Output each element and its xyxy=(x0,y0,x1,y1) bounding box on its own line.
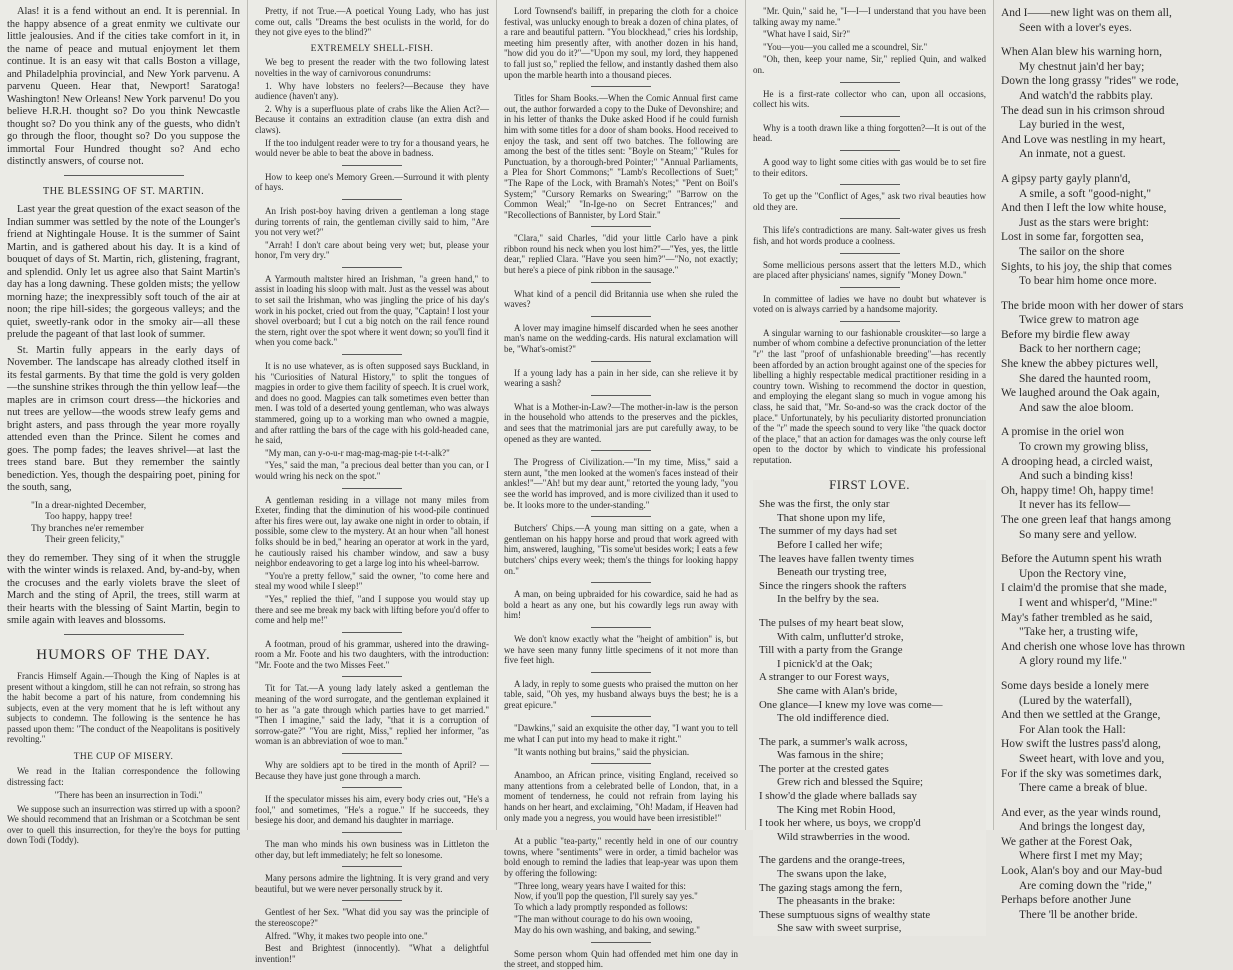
joke-paragraph: 1. Why have lobsters no feelers?—Because they have audience (haven't any). xyxy=(255,80,489,102)
poem-line: And cherish one whose love has thrown xyxy=(1001,640,1185,653)
poem-line: There came a break of blue. xyxy=(1019,782,1148,795)
joke-paragraph: Lord Townsend's bailiff, in preparing the cloth for a choice festival, was unlucky enough to break a dozen of china plates, of a rare and beautiful pattern. "You blockhead," cries his lordship, meeting him presently after, with another dozen in his hand, "how did you do it?"—"Upon my soul, my lord, they happened to fall just so," replied the fellow, and instantly dashed them also upon the marble hearth into a thousand pieces. xyxy=(504,6,738,80)
poem-line: She knew the abbey pictures well, xyxy=(1001,358,1159,371)
verse-line: Their green felicity," xyxy=(45,535,124,545)
poem-line: Before my birdie flew away xyxy=(1001,328,1131,341)
divider xyxy=(342,832,402,833)
heading-blessing-of-st-martin: THE BLESSING OF ST. MARTIN. xyxy=(42,185,205,197)
joke-paragraph: Many persons admire the lightning. It is very grand and very beautiful, but we were never personally struck by it. xyxy=(255,873,489,894)
poem-line: And ever, as the year winds round, xyxy=(1001,806,1161,819)
poem-line: A promise in the oriel won xyxy=(1001,426,1124,439)
poem-line: A gipsy party gayly plann'd, xyxy=(1001,172,1131,185)
verse-line: "The man without courage to do his own wooing, xyxy=(514,914,693,925)
divider xyxy=(342,632,402,633)
misery-paragraph-1: We read in the Italian correspondence the following distressing fact: xyxy=(7,766,240,787)
poem-line: When Alan blew his warning horn, xyxy=(1001,46,1162,59)
verse-line: "Three long, weary years have I waited for this: xyxy=(514,880,686,891)
joke-paragraph: If the speculator misses his aim, every body cries out, "He's a fool," and sometimes, "He's a rogue." If he succeeds, they besiege his door, and demand his daughter in marriage. xyxy=(255,794,489,826)
poem-line: Where first I met my May; xyxy=(1019,850,1143,863)
column-2 xyxy=(248,0,497,964)
poem-line: That shone upon my life, xyxy=(777,511,886,524)
joke-paragraph: "Oh, then, keep your name, Sir," replied Quin, and walked on. xyxy=(753,54,986,75)
poem-line: Oh, happy time! Oh, happy time! xyxy=(1001,484,1154,497)
poem-line: Perhaps before another June xyxy=(1001,894,1131,907)
joke-paragraph: "Arrah! I don't care about being very wet; but, please your honor, I'm very dry." xyxy=(255,239,489,261)
joke-paragraph: Anamboo, an African prince, visiting England, received so many attentions from a celebrated belle of London, that, in a moment of tenderness, he could not refrain from laying his hands on her heart, and exclaiming, "Oh! Madam, if Heaven had only made you a negress, you would have been irresistible!" xyxy=(504,770,738,823)
divider xyxy=(840,218,900,219)
divider xyxy=(591,829,651,830)
divider xyxy=(591,450,651,451)
joke-paragraph: In committee of ladies we have no doubt but whatever is voted on is always carried by a handsome majority. xyxy=(753,293,986,315)
martin-verse xyxy=(31,501,240,547)
poem-line: In the belfry by the sea. xyxy=(777,593,879,606)
poem-stanza xyxy=(1001,552,1226,669)
humors-paragraph-1: Francis Himself Again.—Though the King of Naples is at present without a kingdom, still he can not refrain, so strong has the habit become a part of his nature, from condemning his subjects, even at the very moment that he is left without any subjects to condemn. The following is the sentence he has passed upon them: "The conduct of the Neapolitans is positively revolting." xyxy=(7,671,240,744)
joke-paragraph: To get up the "Conflict of Ages," ask two rival beauties how old they are. xyxy=(753,191,986,212)
poem-line: And Love was nestling in my heart, xyxy=(1001,133,1166,146)
poem-stanza xyxy=(1001,172,1226,289)
column-1 xyxy=(0,0,248,845)
poem-stanza xyxy=(759,498,980,607)
poem-line: The leaves have fallen twenty times xyxy=(759,552,914,565)
poem-line: Are coming down the "ride," xyxy=(1019,879,1152,892)
joke-paragraph: "You—you—you called me a scoundrel, Sir." xyxy=(763,41,928,52)
divider xyxy=(591,942,651,943)
poem-line: A glory round my life." xyxy=(1019,655,1127,668)
poem-line: Some days beside a lonely mere xyxy=(1001,679,1149,692)
poem-line: And saw the aloe bloom. xyxy=(1019,401,1134,414)
joke-paragraph: A lover may imagine himself discarded when he sees another man's name on the wedding-cards. His natural exclamation will be, "What's-omist?" xyxy=(504,322,738,355)
poem-line: "Take her, a trusting wife, xyxy=(1019,626,1139,639)
joke-paragraph: Gentlest of her Sex. "What did you say was the principle of the stereoscope?" xyxy=(255,907,489,928)
heading-cup-of-misery: THE CUP OF MISERY. xyxy=(73,751,174,762)
divider xyxy=(342,199,402,200)
poem-line: Was famous in the shire; xyxy=(777,749,884,762)
joke-paragraph: If a young lady has a pain in her side, can she relieve it by wearing a sash? xyxy=(504,367,738,389)
divider xyxy=(591,395,651,396)
joke-paragraph: Butchers' Chips.—A young man sitting on a gate, when a gentleman on his happy horse and proud that work agreed with him, answered, laughing, "Tis some'ut besides work; I eats a few butchers' chips every week; them's the things for looking happy on." xyxy=(504,523,738,576)
divider xyxy=(840,150,900,151)
joke-paragraph: A gentleman residing in a village not many miles from Exeter, finding that the diminution of his wood-pile continued after his fires were out, lay awake one night in order to obtain, if possible, some clew to the mystery. At an hour when "all honest folks should be in bed," hearing an operator at work in the yard, he cautiously raised his chamber window, and saw a busy neighbor endeavoring to get a large log into his wheel-barrow. xyxy=(255,494,489,569)
joke-paragraph: A footman, proud of his grammar, ushered into the drawing-room a Mr. Foote and his two daughters, with the introduction: "Mr. Foote and the two Misses Feet." xyxy=(255,638,489,670)
poem-stanza xyxy=(1001,425,1226,542)
poem-line: The gazing stags among the fern, xyxy=(759,881,903,894)
heading-humors-of-the-day: HUMORS OF THE DAY. xyxy=(36,646,211,663)
joke-paragraph: How to keep one's Memory Green.—Surround it with plenty of hays. xyxy=(255,171,489,193)
divider xyxy=(342,787,402,788)
poem-line: My chestnut jain'd her bay; xyxy=(1019,60,1145,73)
martin-paragraph-3: they do remember. They sing of it when the struggle with the winter winds is relaxed. And, by-and-by, when the crocuses and the early violets brave the sleet of March and the sting of April, the trees, still warm at their hearts with the blessing of Saint Martin, begin to smile again with leaves and blossoms. xyxy=(7,552,240,626)
poem-line: Seen with a lover's eyes. xyxy=(1019,21,1132,34)
joke-paragraph: "My man, can y-o-u-r mag-mag-mag-pie t-t-t-alk?" xyxy=(265,447,450,458)
joke-paragraph: "Dawkins," said an exquisite the other day, "I want you to tell me what I can put into my head to make it right." xyxy=(504,723,738,745)
verse-line: May do his own washing, and baking, and sewing." xyxy=(514,924,700,935)
joke-paragraph: Tit for Tat.—A young lady lately asked a gentleman the meaning of the word surrogate, and the gentleman explained it to her as "a gate through which parties have to get married." "Then I imagine," said the lady, "that it is a corruption of sorrow-gate?" "You are right, Miss," replied her informer, "as woman is an abbreviation of woe to man." xyxy=(255,683,489,747)
poem-line: The bride moon with her dower of stars xyxy=(1001,299,1184,312)
first-love-poem xyxy=(753,476,986,936)
joke-paragraph: "You're a pretty fellow," said the owner, "to come here and steal my wood while I sleep!" xyxy=(255,570,489,592)
poem-line: Lay buried in the west, xyxy=(1019,119,1125,132)
poem-stanza xyxy=(759,617,980,726)
poem-line: To bear him home once more. xyxy=(1019,275,1157,288)
poem-stanza xyxy=(1001,6,1226,35)
divider xyxy=(591,516,651,517)
poem-line: The one green leaf that hangs among xyxy=(1001,514,1171,526)
poem-line: The porter at the crested gates xyxy=(759,762,889,775)
poem-line: The sailor on the shore xyxy=(1019,245,1125,258)
poem-line: A smile, a soft "good-night," xyxy=(1019,187,1152,200)
poem-line: The park, a summer's walk across, xyxy=(759,735,908,748)
joke-paragraph: He is a first-rate collector who can, upon all occasions, collect his wits. xyxy=(753,88,986,110)
divider xyxy=(342,354,402,355)
divider xyxy=(342,753,402,754)
joke-paragraph: A singular warning to our fashionable crouskiter—so large a number of whom combine a defective pronunciation of the letter "r" the last "proof of unfashionable breeding"—has recently been afforded by an action brought against one of the species for libelling a highly respectable medical practitioner residing in a country town. Wishing to recommend the doctor in question, and employing the elegant slang so much in vogue among his class, he said that, "Mr. So-and-so was the crack doctor of the place." Unfortunately, by his peculiarity distorted pronunciation of the "r" made the speech sound to very like "the quack doctor of the place," that an action for damages was the only course left open to the doctor by which to vindicate his professional reputation. xyxy=(753,327,987,465)
joke-paragraph: "Clara," said Charles, "did your little Carlo have a pink ribbon round his neck when you lost him?"—"Yes, yes, the little dear," replied Clara. "Have you seen him?"—"No, not exactly; but here's a piece of pink ribbon in the sausage." xyxy=(504,233,738,276)
poem-line: Look, Alan's boy and our May-bud xyxy=(1001,865,1163,878)
poem-stanza xyxy=(759,736,980,845)
poem-line: She saw with sweet surprise, xyxy=(777,922,902,935)
poem-line: Since the ringers shook the rafters xyxy=(759,579,907,592)
poem-line: For if the sky was sometimes dark, xyxy=(1001,767,1162,780)
poem-line: To crown my growing bliss, xyxy=(1019,441,1149,454)
verse-line: Thy branches ne'er remember xyxy=(31,523,144,534)
poem-line: We laughed around the Oak again, xyxy=(1001,387,1160,400)
joke-paragraph: What is a Mother-in-Law?—The mother-in-law is the person in the household who attends to the preserves and the pickles, and sees that the matrimonial jars are put carefully away, to be opened as they are wanted. xyxy=(504,401,738,444)
poem-line: So many sere and yellow. xyxy=(1019,528,1137,541)
divider xyxy=(591,86,651,87)
column-4 xyxy=(746,0,994,935)
joke-paragraph: This life's contradictions are many. Salt-water gives us fresh fish, and hot words produce a coolness. xyxy=(753,225,986,246)
poem-stanza xyxy=(1001,679,1226,796)
poem-line: Before the Autumn spent his wrath xyxy=(1001,553,1162,566)
divider xyxy=(840,321,900,322)
poem-line: She was the first, the only star xyxy=(759,498,890,511)
poem-line: Sweet heart, with love and you, xyxy=(1019,752,1165,765)
poem-line: And watch'd the rabbits play. xyxy=(1019,89,1153,102)
joke-paragraph: Some mellicious persons assert that the letters M.D., which are placed after physicians' names, signify "Money Down." xyxy=(753,259,986,281)
poem-line: Just as the stars were bright: xyxy=(1019,216,1149,229)
joke-paragraph: A Yarmouth maltster hired an Irishman, "a green hand," to assist in loading his sloop with malt. Just as the vessel was about to set sail the Irishman, who was jingling the price of his day's work in his pocket, cried out from the quay, "Captain! I lost your shovel overboard; but I cut a big notch on the rail fence round the stern, right over the spot where it went down; so you'll find it when you come back." xyxy=(255,273,489,348)
heading-first-love: FIRST LOVE. xyxy=(829,476,910,492)
divider xyxy=(64,175,184,176)
poem-line: There 'll be another bride. xyxy=(1019,908,1138,921)
poem-line: An inmate, not a guest. xyxy=(1019,148,1126,161)
divider xyxy=(591,582,651,583)
poem-line: I went and whisper'd, "Mine:" xyxy=(1019,596,1158,609)
joke-paragraph: Best and Brightest (innocently). "What a delightful invention!" xyxy=(255,943,489,964)
poem-line: I picnick'd at the Oak; xyxy=(777,657,873,670)
divider xyxy=(342,866,402,867)
divider xyxy=(840,253,900,254)
poem-line: And then we settled at the Grange, xyxy=(1001,709,1161,722)
joke-paragraph: Titles for Sham Books.—When the Comic Annual first came out, the author forwarded a copy to the Duke of Devonshire; and in his letter of thanks the Duke asked Hood if he could furnish him with some titles for a door of sham books. Hood received to enjoy the task, and sent off two batches. The following are among the best of the titles sent: "Boyle on Steam;" "Rules for Punctuation, by a thorough-bred Pointer;" "Annual Parliaments, a Plea for Short Commons;" "Lamb's Recollections of Suet;" "The Rape of the Lock, with Bramah's Notes;" "Pent on Boil's System;" "Cursory Remarks on Swearing;" "Barrow on the Common Weal;" "In-Ige-no on Secret Entrances;" and "Recollections of Bannister, by Lord Stair." xyxy=(504,93,738,220)
poem-line: I claim'd the promise that she made, xyxy=(1001,582,1167,595)
joke-paragraph: 2. Why is a superfluous plate of crabs like the Alien Act?—Because it contains an extradition clause (an extra dish and claws). xyxy=(255,103,489,135)
poem-line: The King met Robin Hood, xyxy=(777,803,896,816)
tea-party-reply-verse xyxy=(514,914,738,935)
poem-line: Grew rich and blessed the Squire; xyxy=(777,776,924,789)
intro-paragraph: Alas! it is a fend without an end. It is perennial. In the happy absence of a great enmity we cultivate our little jealousies. And if the cities take comfort in it, in the name of peace and mutual enjoyment let them continue. It is an easy wit that calls Boston a village, and Philadelphia provincial, and New York parvenu. A parvenu Queen. Hear that, Newport! Saratoga! Washington! New Orleans! New York parvenu! Do you believe H.R.H. thought so? Do you think Newcastle thought so? Do you think any of the guests, who didn't go through the floor, thought so? Do you suppose the immortal Four Hundred thought so? And echo distinctly answers, of course not. xyxy=(7,6,240,167)
poem-line: The old indifference died. xyxy=(777,712,889,725)
poem-line: And brings the longest day, xyxy=(1019,821,1146,834)
divider xyxy=(840,82,900,83)
poem-line: The gardens and the orange-trees, xyxy=(759,854,905,867)
poem-line: May's father trembled as he said, xyxy=(1001,611,1153,624)
poem-line: And then I left the low white house, xyxy=(1001,202,1167,215)
martin-paragraph-1: Last year the great question of the exact season of the Indian summer was settled by the note of the Lounger's friend at Nightingale House. It is the summer of Saint Martin, and is gathered about his day. It is a kind of bouquet of days of St. Martin, rich, glistening, fragrant, and splendid. Only let us agree also that Saint Martin's day has a long dawning. These golden mists; the yellow morning haze; the inexpressibly soft touch of the air at noon; the ripe hill-sides; the gorgeous valleys; and the quiet, sweetly-rank odor in the smoky air—all these prelude the pageant of that last look of summer. xyxy=(7,204,240,340)
joke-paragraph: To which a lady promptly responded as follows: xyxy=(514,901,688,912)
poem-line: A stranger to our Forest ways, xyxy=(759,671,890,684)
joke-paragraph: "Yes," replied the thief, "and I suppose you would stay up there and see me break my back with lifting before you'd offer to come and help me!" xyxy=(255,593,489,626)
divider xyxy=(591,627,651,628)
verse-line: Too happy, happy tree! xyxy=(45,512,133,522)
joke-paragraph: "It wants nothing but brains," said the physician. xyxy=(514,746,690,757)
joke-paragraph: It is no use whatever, as is often supposed says Buckland, in his "Curiosities of Natural History," to split the tongues of magpies in order to give them facility of speech. It is cruel work, and does no good. Magpies can talk sometimes even better than men. I was told of a deserted young gentleman, who was always stammered, going up to a working man who owned a magpie, and after rattling the bars of the cage with his gold-headed cane, he said, xyxy=(255,361,489,446)
joke-paragraph: A good way to light some cities with gas would be to set fire to their editors. xyxy=(753,156,986,178)
column-3 xyxy=(497,0,746,970)
poem-stanza xyxy=(1001,45,1226,162)
divider xyxy=(342,165,402,166)
divider xyxy=(591,716,651,717)
verse-line: Now, if you'll pop the question, I'll surely say yes." xyxy=(514,891,698,902)
poem-line: These sumptuous signs of wealthy state xyxy=(759,908,931,921)
poem-line: I took her where, us boys, we cropp'd xyxy=(759,817,921,830)
poem-line: Before I called her wife; xyxy=(777,538,883,551)
divider xyxy=(591,763,651,764)
poem-line: Beneath our trysting tree, xyxy=(777,566,887,579)
joke-paragraph: A man, on being upbraided for his cowardice, said he had as bold a heart as any one, but his cowardly legs run away with him! xyxy=(504,589,738,621)
divider xyxy=(342,267,402,268)
poem-line: (Lured by the waterfall), xyxy=(1019,694,1133,707)
joke-paragraph: Some person whom Quin had offended met him one day in the street, and stopped him. xyxy=(504,948,738,970)
poem-line: Upon the Rectory vine, xyxy=(1019,567,1127,580)
poem-line: And such a binding kiss! xyxy=(1019,470,1134,483)
divider xyxy=(64,634,184,635)
joke-paragraph: The man who minds his own business was in Littleton the other day, but left immediately; he felt so lonesome. xyxy=(255,839,489,860)
martin-paragraph-2: St. Martin fully appears in the early days of November. The landscape has already clothed itself in its festal garments. By that time the gold is very golden—the sunshine strikes through the thin yellow leaf—the maples are in crimson court dress—the hickories and nut trees are yellow—the woods strew leafy gems and bright asters, and pass through the year more royally attended even than the Prince. Silent he comes and goes. The pomp fades; the leaves shrivel—at last the trees stand bare. But they remember the saintly benediction. Yes, though the despairing poet, pining for the south, sang, xyxy=(7,344,240,493)
poem-line: Twice grew to matron age xyxy=(1019,314,1139,327)
poem-line: We gather at the Forest Oak, xyxy=(1001,835,1133,848)
joke-paragraph: "What have I said, Sir?" xyxy=(763,29,851,40)
divider xyxy=(342,900,402,901)
poem-line: How swift the lustres pass'd along, xyxy=(1001,738,1161,751)
joke-paragraph: What kind of a pencil did Britannia use when she ruled the waves? xyxy=(504,288,738,310)
poem-line: Till with a party from the Grange xyxy=(759,644,903,657)
heading-extremely-shell-fish: EXTREMELY SHELL-FISH. xyxy=(310,43,434,54)
poem-line: She dared the haunted room, xyxy=(1019,372,1151,385)
joke-paragraph: "Mr. Quin," said he, "I—I—I understand that you have been talking away my name." xyxy=(753,6,986,27)
divider xyxy=(840,116,900,117)
misery-paragraph-2: We suppose such an insurrection was stirred up with a spoon? We should recommend that an Irishman or a Scotchman be sent over to quell this insurrection, for they're the boys for putting down Todi (Toddy). xyxy=(7,803,240,845)
poem-line: Down the long grassy "rides" we rode, xyxy=(1001,75,1179,88)
poem-line: For Alan took the Hall: xyxy=(1019,723,1126,736)
poem-line: One glance—I knew my love was come— xyxy=(759,698,943,711)
poem-line: A drooping head, a circled waist, xyxy=(1001,455,1153,468)
poem-line: Lost in some far, forgotten sea, xyxy=(1001,231,1144,244)
joke-paragraph: A lady, in reply to some guests who praised the mutton on her table, said, "Oh yes, my husband always buys the best; he is a great epicure." xyxy=(504,678,738,710)
divider xyxy=(591,316,651,317)
poem-line: With calm, unflutter'd stroke, xyxy=(777,630,904,643)
joke-paragraph: At a public "tea-party," recently held in one of our country towns, where "sentiments" were in order, a timid bachelor was bold enough to remind the ladies that leap-year was upon them by offering the following: xyxy=(504,836,738,878)
verse-line: "In a drear-nighted December, xyxy=(31,500,147,511)
poem-line: She came with Alan's bride, xyxy=(777,684,898,697)
divider xyxy=(342,676,402,677)
joke-paragraph: "Yes," said the man, "a precious deal better than you can, or I would wring his neck on the spot." xyxy=(255,460,489,481)
joke-paragraph: Pretty, if not True.—A poetical Young Lady, who has just come out, calls "Dreams the best oculists in the world, for do they not give eyes to the blind?" xyxy=(255,6,489,38)
poem-line: Wild strawberries in the wood. xyxy=(777,830,910,843)
poem-line: The pheasants in the brake: xyxy=(777,895,896,908)
poem-line: The swans upon the lake, xyxy=(777,868,887,881)
joke-paragraph: The Progress of Civilization.—"In my time, Miss," said a stern aunt, "the men looked at the women's faces instead of their ankles!"—"Ah! but my dear aunt," retorted the young lady, "you see the world has improved, and is more civilized than it used to be. It looks more to the under-standing." xyxy=(504,457,738,510)
divider xyxy=(591,361,651,362)
poem-line: And I——new light was on them all, xyxy=(1001,7,1172,19)
column-5 xyxy=(994,0,1233,921)
poem-stanza xyxy=(759,854,980,936)
poem-line: The summer of my days had set xyxy=(759,525,897,538)
divider xyxy=(591,282,651,283)
misery-quote: "There has been an insurrection in Todi." xyxy=(54,790,203,800)
poem-line: The dead sun in his crimson shroud xyxy=(1001,104,1165,117)
poem-line: Sights, to his joy, the ship that comes xyxy=(1001,260,1172,273)
divider xyxy=(591,672,651,673)
joke-paragraph: We don't know exactly what the "height of ambition" is, but we have seen many funny little specimens of it not more than five feet high. xyxy=(504,633,738,666)
joke-paragraph: If the too indulgent reader were to try for a thousand years, he would never be able to beat the above in badness. xyxy=(255,137,489,159)
poem-line: Back to her northern cage; xyxy=(1019,343,1141,356)
joke-paragraph: An Irish post-boy having driven a gentleman a long stage during torrents of rain, the gentleman civilly said to him, "Are you not very wet?" xyxy=(255,205,489,238)
divider xyxy=(840,287,900,288)
poem-line: I show'd the glade where ballads say xyxy=(759,790,917,803)
poem-line: It never has its fellow— xyxy=(1019,499,1131,512)
joke-paragraph: Why is a tooth drawn like a thing forgotten?—It is out of the head. xyxy=(753,122,986,144)
divider xyxy=(840,184,900,185)
divider xyxy=(342,488,402,489)
poem-stanza xyxy=(1001,299,1226,416)
tea-party-verse xyxy=(514,881,738,902)
joke-paragraph: Alfred. "Why, it makes two people into one." xyxy=(265,930,428,941)
joke-paragraph: Why are soldiers apt to be tired in the month of April? —Because they have just gone through a march. xyxy=(255,760,489,781)
poem-stanza xyxy=(1001,806,1226,923)
poem-line: The pulses of my heart beat slow, xyxy=(759,616,904,629)
joke-paragraph: We beg to present the reader with the two following latest novelties in the way of carnivorous conundrums: xyxy=(255,57,489,78)
divider xyxy=(591,226,651,227)
